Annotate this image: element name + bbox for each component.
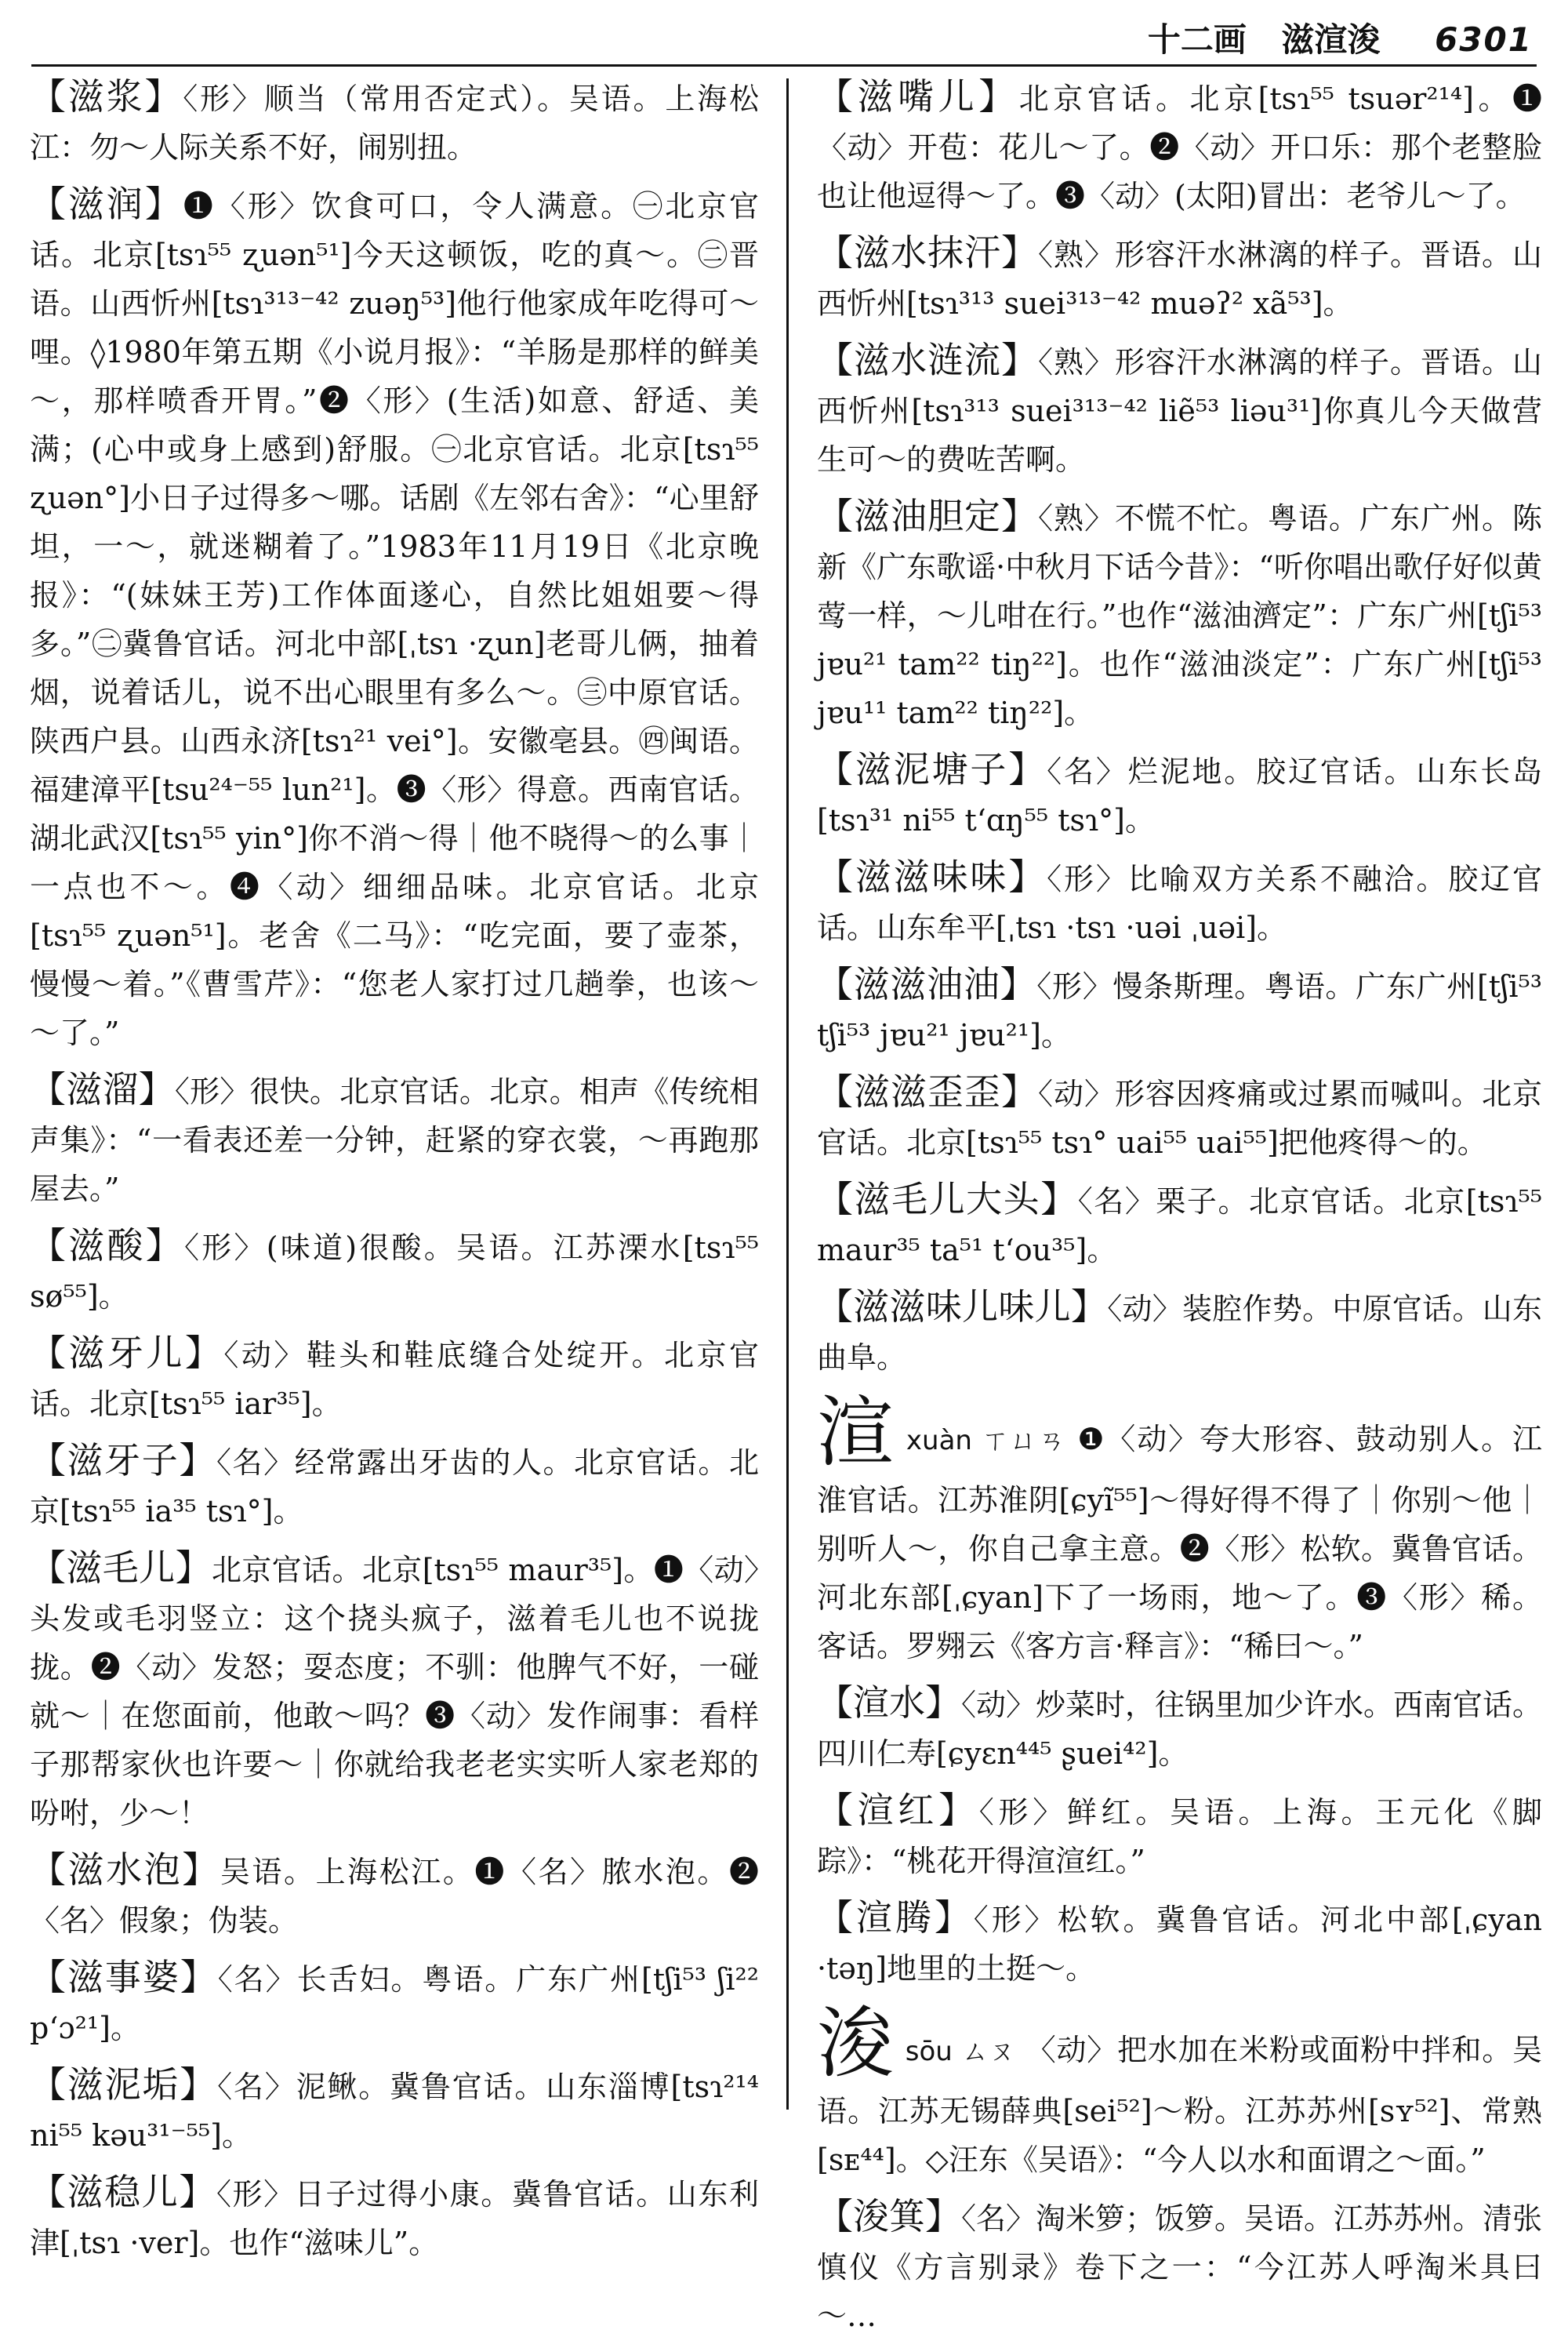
left-column xyxy=(30,72,759,2275)
page-number: 6301 xyxy=(1435,20,1533,59)
entry-headword: 【滋牙子】 xyxy=(30,1439,216,1481)
entry-definition: 〈形〉(味道)很酸。吴语。江苏溧水[tsɿ⁵⁵ sø⁵⁵]。 xyxy=(30,1230,759,1314)
entry-definition: 北京官话。北京[tsɿ⁵⁵ maur³⁵]。❶〈动〉头发或毛羽竖立：这个挠头疯子，滋着毛儿也不说拢拢。❷〈动〉发怒；耍态度；不驯：他脾气不好，一碰就～｜在您面前，他敢～吗？❸〈动〉发作闹事：看样子那帮家伙也许要～｜你就给我老老实实听人家老郑的吩咐，少～！ xyxy=(30,1553,759,1830)
entry-headword: 【滋事婆】 xyxy=(30,1956,218,1998)
character-entry xyxy=(817,2001,1542,2184)
entry-definition: 〈形〉很快。北京官话。北京。相声《传统相声集》：“一看表还差一分钟，赶紧的穿衣裳，～再跑那屋去。” xyxy=(30,1074,759,1206)
entry-definition: 〈形〉比喻双方关系不融洽。胶辽官话。山东牟平[ˌtsɿ ·tsɿ ·uəi ˌuəi]。 xyxy=(817,862,1542,945)
dictionary-entry xyxy=(817,852,1542,952)
entry-headword: 【浚箕】 xyxy=(817,2195,961,2237)
dictionary-entry xyxy=(817,2192,1542,2340)
entry-definition: 〈动〉装腔作势。中原官话。山东曲阜。 xyxy=(817,1292,1542,1375)
entry-character: 渲 xyxy=(817,1388,895,1477)
entry-definition: 北京官话。北京[tsɿ⁵⁵ tsuər²¹⁴]。❶〈动〉开苞：花儿～了。❷〈动〉开口乐：那个老整脸也让他逗得～了。❸〈动〉(太阳)冒出：老爷儿～了。 xyxy=(817,82,1542,213)
entry-definition: 〈熟〉形容汗水淋漓的样子。晋语。山西忻州[tsɿ³¹³ suei³¹³⁻⁴² muəʔ² xã⁵³]。 xyxy=(817,238,1542,321)
dictionary-entry xyxy=(817,1893,1542,1993)
entry-headword: 【渲水】 xyxy=(817,1681,961,1724)
entry-definition: 〈名〉经常露出牙齿的人。北京官话。北京[tsɿ⁵⁵ ia³⁵ tsɿ°]。 xyxy=(30,1445,759,1528)
dictionary-entry xyxy=(817,336,1542,484)
entry-headword: 【滋水抹汗】 xyxy=(817,231,1038,274)
entry-headword: 【滋稳儿】 xyxy=(30,2171,216,2213)
right-column xyxy=(817,72,1542,2348)
dictionary-entry xyxy=(30,2168,759,2267)
dictionary-entry xyxy=(30,1436,759,1536)
character-entry xyxy=(817,1390,1542,1670)
entry-definition: 〈动〉鞋头和鞋底缝合处绽开。北京官话。北京[tsɿ⁵⁵ iar³⁵]。 xyxy=(30,1338,759,1421)
entry-headword: 【滋毛儿】 xyxy=(30,1547,212,1589)
section-label: 十二画 xyxy=(1147,20,1247,59)
dictionary-entry xyxy=(30,72,759,172)
entry-headword: 【滋滋歪歪】 xyxy=(817,1070,1038,1113)
dictionary-entry xyxy=(817,1175,1542,1274)
entry-headword: 【滋水涟流】 xyxy=(817,339,1038,381)
dictionary-entry xyxy=(817,228,1542,328)
entry-headword: 【滋溜】 xyxy=(30,1068,175,1110)
entry-pinyin: xuàn ㄒㄩㄢ xyxy=(906,1425,1067,1456)
dictionary-entry xyxy=(817,1678,1542,1778)
entry-definition: ❶〈形〉饮食可口，令人满意。㊀北京官话。北京[tsɿ⁵⁵ ʐuən⁵¹]今天这顿饭，吃的真～。㊁晋语。山西忻州[tsɿ³¹³⁻⁴² zuəŋ⁵³]他行他家成年吃得可～哩。◊1980年第五期《小说月报》：“羊肠是那样的鲜美～，那样喷香开胃。”❷〈形〉(生活)如意、舒适、美满；(心中或身上感到)舒服。㊀北京官话。北京[tsɿ⁵⁵ ʐuən°]小日子过得多～哪。话剧《左邻右舍》：“心里舒坦，一～，就迷糊着了。”1983年11月19日《北京晚报》：“(妹妹王芳)工作体面遂心，自然比姐姐要～得多。”㊁冀鲁官话。河北中部[ˌtsɿ ·ʐun]老哥儿俩，抽着烟，说着话儿，说不出心眼里有多么～。㊂中原官话。陕西户县。山西永济[tsɿ²¹ vei°]。安徽亳县。㊃闽语。福建漳平[tsu²⁴⁻⁵⁵ lun²¹]。❸〈形〉得意。西南官话。湖北武汉[tsɿ⁵⁵ yin°]你不消～得｜他不晓得～的么事｜一点也不～。❹〈动〉细细品味。北京官话。北京[tsɿ⁵⁵ ʐuən⁵¹]。老舍《二马》：“吃完面，要了壶茶，慢慢～着。”《曹雪芹》：“您老人家打过几趟拳，也该～～了。” xyxy=(30,189,759,1050)
dictionary-entry xyxy=(30,1543,759,1837)
dictionary-entry xyxy=(817,1786,1542,1885)
dictionary-entry xyxy=(817,745,1542,845)
entry-pinyin: sōu ㄙㄡ xyxy=(905,2036,1016,2067)
entry-headword: 【滋水泡】 xyxy=(30,1848,220,1891)
dictionary-entry xyxy=(30,1328,759,1428)
entry-definition: 〈形〉顺当（常用否定式）。吴语。上海松江：勿～人际关系不好，闹别扭。 xyxy=(30,82,759,165)
entry-headword: 【滋油胆定】 xyxy=(817,495,1038,537)
dictionary-entry xyxy=(30,180,759,1057)
entry-headword: 【滋滋味儿味儿】 xyxy=(817,1285,1108,1328)
page-header xyxy=(1148,14,1533,61)
dictionary-entry xyxy=(817,1282,1542,1382)
entry-headword: 【滋浆】 xyxy=(30,75,183,118)
entry-definition: ❶〈动〉夸大形容、鼓动别人。江淮官话。江苏淮阴[ɕyĩ⁵⁵]～得好得不得了｜你别～他｜别听人～，你自己拿主意。❷〈形〉松软。冀鲁官话。河北东部[ˌɕyan]下了一场雨，地～了。❸〈形〉稀。客话。罗翙云《客方言·释言》：“稀曰～。” xyxy=(817,1422,1542,1663)
entry-headword: 【渲红】 xyxy=(817,1789,979,1831)
entry-definition: 〈熟〉形容汗水淋漓的样子。晋语。山西忻州[tsɿ³¹³ suei³¹³⁻⁴² liẽ⁵³ liəu³¹]你真儿今天做营生可～的费咗苦啊。 xyxy=(817,345,1542,477)
entry-definition: 〈形〉鲜红。吴语。上海。王元化《脚踪》：“桃花开得渲渲红。” xyxy=(817,1795,1542,1878)
entry-definition: 吴语。上海松江。❶〈名〉脓水泡。❷〈名〉假象；伪装。 xyxy=(30,1855,759,1938)
dictionary-entry xyxy=(817,492,1542,737)
entry-definition: 〈动〉形容因疼痛或过累而喊叫。北京官话。北京[tsɿ⁵⁵ tsɿ° uai⁵⁵ uai⁵⁵]把他疼得～的。 xyxy=(817,1077,1542,1160)
entry-definition: 〈形〉慢条斯理。粤语。广东广州[tʃi⁵³ tʃi⁵³ jɐu²¹ jɐu²¹]。 xyxy=(817,969,1542,1052)
entry-headword: 【渲腾】 xyxy=(817,1896,974,1939)
entry-definition: 〈动〉把水加在米粉或面粉中拌和。吴语。江苏无锡薛典[sei⁵²]～粉。江苏苏州[sʏ⁵²]、常熟[sᴇ⁴⁴]。◇汪东《吴语》：“今人以水和面谓之～面。” xyxy=(817,2033,1542,2177)
dictionary-entry xyxy=(817,1067,1542,1167)
entry-definition: 〈熟〉不慌不忙。粤语。广东广州。陈新《广东歌谣·中秋月下话今昔》：“听你唱出歌仔好似黄莺一样，～儿咁在行。”也作“滋油濟定”：广东广州[tʃi⁵³ jɐu²¹ tam²² tiŋ²²]。也作“滋油淡定”：广东广州[tʃi⁵³ jɐu¹¹ tam²² tiŋ²²]。 xyxy=(817,501,1542,730)
entry-headword: 【滋滋味味】 xyxy=(817,856,1047,898)
dictionary-entry xyxy=(817,960,1542,1060)
entry-definition: 〈形〉松软。冀鲁官话。河北中部[ˌɕyan ·təŋ]地里的土挺～。 xyxy=(817,1903,1543,1986)
dictionary-entry xyxy=(30,1065,759,1213)
dictionary-entry xyxy=(30,2060,759,2160)
entry-definition: 〈名〉烂泥地。胶辽官话。山东长岛[tsɿ³¹ ni⁵⁵ tʻɑŋ⁵⁵ tsɿ°]。 xyxy=(817,754,1542,838)
entry-headword: 【滋嘴儿】 xyxy=(817,75,1019,118)
entry-headword: 【滋泥垢】 xyxy=(30,2063,218,2106)
entry-definition: 〈名〉栗子。北京官话。北京[tsɿ⁵⁵ maur³⁵ ta⁵¹ tʻou³⁵]。 xyxy=(817,1184,1543,1267)
entry-character: 浚 xyxy=(817,1999,895,2088)
entry-definition: 〈名〉泥鳅。冀鲁官话。山东淄博[tsɿ²¹⁴ ni⁵⁵ kəu³¹⁻⁵⁵]。 xyxy=(30,2070,759,2153)
column-divider xyxy=(786,78,789,2110)
dictionary-entry xyxy=(30,1845,759,1945)
entry-headword: 【滋滋油油】 xyxy=(817,963,1037,1005)
entry-headword: 【滋润】 xyxy=(30,183,183,225)
section-chars: 滋渲浚 xyxy=(1281,20,1381,59)
dictionary-entry xyxy=(30,1221,759,1321)
header-rule xyxy=(31,64,1537,67)
entry-definition: 〈名〉长舌妇。粤语。广东广州[tʃi⁵³ ʃi²² pʻɔ²¹]。 xyxy=(30,1962,759,2045)
entry-headword: 【滋毛儿大头】 xyxy=(817,1178,1078,1220)
dictionary-entry xyxy=(817,72,1542,220)
entry-definition: 〈名〉淘米箩；饭箩。吴语。江苏苏州。清张慎仪《方言别录》卷下之一：“今江苏人呼淘米具曰～… xyxy=(817,2201,1543,2333)
entry-definition: 〈动〉炒菜时，往锅里加少许水。西南官话。四川仁寿[ɕyɛn⁴⁴⁵ ʂuei⁴²]。 xyxy=(817,1688,1543,1771)
entry-definition: 〈形〉日子过得小康。冀鲁官话。山东利津[ˌtsɿ ·ver]。也作“滋味儿”。 xyxy=(30,2177,759,2260)
entry-headword: 【滋酸】 xyxy=(30,1224,184,1267)
entry-headword: 【滋泥塘子】 xyxy=(817,748,1047,791)
entry-headword: 【滋牙儿】 xyxy=(30,1332,224,1374)
dictionary-entry xyxy=(30,1953,759,2052)
